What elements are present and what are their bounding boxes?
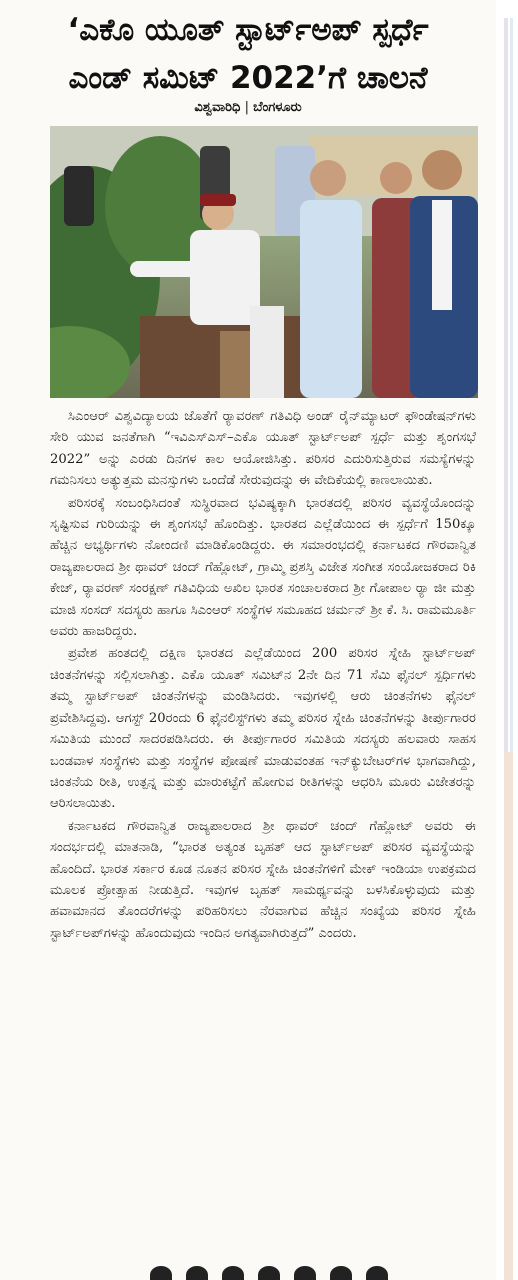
byline-place: ಬೆಂಗಳೂರು [253, 100, 302, 115]
headline-line-1: ‘ಎಕೊ ಯೂತ್ ಸ್ಟಾರ್ಟ್‌ಅಪ್ ಸ್ಪರ್ಧೆ [67, 12, 429, 48]
byline-source: ವಿಶ್ವವಾರಿಧಿ [194, 100, 241, 115]
article-body [50, 406, 476, 945]
byline-separator: | [244, 100, 250, 115]
glyph-fragment [222, 1266, 244, 1280]
glyph-fragment [150, 1266, 172, 1280]
glyph-fragment [294, 1266, 316, 1280]
glyph-fragment [366, 1266, 388, 1280]
event-photo [50, 126, 478, 398]
paragraph: ಸಿಎಂಆರ್ ವಿಶ್ವವಿದ್ಯಾಲಯ ಜೊತೆಗೆ ರ್‍ಯಾವರಣ್ ಗತಿವಿಧಿ ಅಂಡ್ ರೈನ್‌ಮ್ಯಾಟರ್ ಫೌಂಡೇಷನ್‌ಗಳು ಸೇರಿ ಯುವ ಜನತೆಗಾಗಿ “ಇವಿಎಸ್‌ಎಸ್–ಎಕೊ ಯೂತ್ ಸ್ಟಾರ್ಟ್‌ಅಪ್ ಸ್ಪರ್ಧೆ ಮತ್ತು ಶೃಂಗಸಭೆ 2022” ಅನ್ನು ಎರಡು ದಿನಗಳ ಕಾಲ ಆಯೋಜಿಸಿತ್ತು. ಪರಿಸರ ಎದುರಿಸುತ್ತಿರುವ ಸಮಸ್ಯೆಗಳನ್ನು ಗಮನಿಸಲು ಅತ್ಯುತ್ತಮ ಮನಸ್ಸುಗಳು ಒಂದೆಡೆ ಸೇರುವುದನ್ನು ಈ ವೇದಿಕೆಯಲ್ಲಿ ಕಾಣಲಾಯಿತು. [50, 409, 476, 489]
next-article-fragment [150, 1266, 450, 1280]
byline [0, 100, 496, 115]
glyph-fragment [186, 1266, 208, 1280]
paragraph: ಕರ್ನಾಟಕದ ಗೌರವಾನ್ವಿತ ರಾಜ್ಯಪಾಲರಾದ ಶ್ರೀ ಥಾವರ್ ಚಂದ್ ಗೆಹ್ಲೋಟ್ ಅವರು ಈ ಸಂದರ್ಭದಲ್ಲಿ ಮಾತನಾಡಿ, “ಭಾರತ ಅತ್ಯಂತ ಬೃಹತ್ ಆದ ಸ್ಟಾರ್ಟ್‌ಅಪ್ ಪರಿಸರ ವ್ಯವಸ್ಥೆಯನ್ನು ಹೊಂದಿದೆ. ಭಾರತ ಸರ್ಕಾರ ಕೂಡ ನೂತನ ಪರಿಸರ ಸ್ನೇಹಿ ಚಿಂತನೆಗಳಿಗೆ ಮೇಕ್ ಇಂಡಿಯಾ ಉಪಕ್ರಮದ ಮೂಲಕ ಪ್ರೋತ್ಸಾಹ ನೀಡುತ್ತಿದೆ. ಇವುಗಳ ಬೃಹತ್ ಸಾಮರ್ಥ್ಯವನ್ನು ಬಳಸಿಕೊಳ್ಳುವುದು ಮತ್ತು ಹವಾಮಾನದ ತೊಂದರೆಗಳನ್ನು ಪರಿಹರಿಸಲು ನೆರವಾಗುವ ಹೆಚ್ಚಿನ ಸಂಖ್ಯೆಯ ಪರಿಸರ ಸ್ನೇಹಿ ಸ್ಟಾರ್ಟ್‌ಅಪ್‌ಗಳನ್ನು ಹೊಂದುವುದು ಇಂದಿನ ಅಗತ್ಯವಾಗಿರುತ್ತದೆ” ಎಂದರು. [50, 818, 476, 941]
glyph-fragment [330, 1266, 352, 1280]
side-strip-peach [504, 752, 513, 1280]
glyph-fragment [258, 1266, 280, 1280]
paragraph: ಪರಿಸರಕ್ಕೆ ಸಂಬಂಧಿಸಿದಂತೆ ಸುಸ್ಥಿರವಾದ ಭವಿಷ್ಯಕ್ಕಾಗಿ ಭಾರತದಲ್ಲಿ ಪರಿಸರ ವ್ಯವಸ್ಥೆಯೊಂದನ್ನು ಸೃಷ್ಟಿಸುವ ಗುರಿಯನ್ನು ಈ ಶೃಂಗಸಭೆ ಹೊಂದಿತ್ತು. ಭಾರತದ ಎಲ್ಲೆಡೆಯಿಂದ ಈ ಸ್ಪರ್ಧೆಗೆ 150ಕ್ಕೂ ಹೆಚ್ಚಿನ ಅಭ್ಯರ್ಥಿಗಳು ನೋಂದಣಿ ಮಾಡಿಕೊಂಡಿದ್ದರು. ಈ ಸಮಾರಂಭದಲ್ಲಿ ಕರ್ನಾಟಕದ ಗೌರವಾನ್ವಿತ ರಾಜ್ಯಪಾಲರಾದ ಶ್ರೀ ಥಾವರ್ ಚಂದ್ ಗೆಹ್ಲೋಟ್, ಗ್ರಾಮ್ಮಿ ಪ್ರಶಸ್ತಿ ವಿಜೇತ ಸಂಗೀತ ಸಂಯೋಜಕರಾದ ರಿಕಿ ಕೇಜ್, ರ್‍ಯಾವರಣ್ ಸಂರಕ್ಷಣ್ ಗತಿವಿಧಿಯ ಅಖಿಲ ಭಾರತ ಸಂಚಾಲಕರಾದ ಶ್ರೀ ಗೋಪಾಲ ರ್‍ಯಾ ಜೀ ಮತ್ತು ಮಾಜಿ ಸಂಸದ್ ಸದಸ್ಯರು ಹಾಗೂ ಸಿಎಂಆರ್ ಸಂಸ್ಥೆಗಳ ಸಮೂಹದ ಚರ್ಮನ್ ಶ್ರೀ ಕೆ. ಸಿ. ರಾಮಮೂರ್ತಿ ಅವರು ಹಾಜರಿದ್ದರು. [50, 495, 476, 640]
paragraph: ಪ್ರವೇಶ ಹಂತದಲ್ಲಿ ದಕ್ಷಿಣ ಭಾರತದ ಎಲ್ಲೆಡೆಯಿಂದ 200 ಪರಿಸರ ಸ್ನೇಹಿ ಸ್ಟಾರ್ಟ್‌ಅಪ್ ಚಿಂತನೆಗಳನ್ನು ಸಲ್ಲಿಸಲಾಗಿತ್ತು. ಎಕೊ ಯೂತ್ ಸಮಿಟ್‌ನ 2ನೇ ದಿನ 71 ಸೆಮಿ ಫೈನಲ್ ಸ್ಪರ್ಧಿಗಳು ತಮ್ಮ ಸ್ಟಾರ್ಟ್‌ಅಪ್ ಚಿಂತನೆಗಳನ್ನು ಮಂಡಿಸಿದರು. ಇವುಗಳಲ್ಲಿ ಆರು ಚಿಂತನೆಗಳು ಫೈನಲ್ ಪ್ರವೇಶಿಸಿದ್ದವು. ಆಗಸ್ಟ್ 20ರಂದು 6 ಫೈನಲಿಸ್ಟ್‌ಗಳು ತಮ್ಮ ಪರಿಸರ ಸ್ನೇಹಿ ಚಿಂತನೆಗಳನ್ನು ತೀರ್ಪುಗಾರರ ಸಮಿತಿಯ ಮುಂದೆ ಸಾದರಪಡಿಸಿದರು. ಈ ತೀರ್ಪುಗಾರರ ಸಮಿತಿಯ ಸದಸ್ಯರು ಹಲವಾರು ಸಾಹಸ ಬಂಡವಾಳ ಸಂಸ್ಥೆಗಳು ಮತ್ತು ಸಂಸ್ಥೆಗಳ ಪೋಷಣೆ ಮಾಡುವಂತಹ ಇನ್‌ಕ್ಯುಬೇಟರ್‌ಗಳ ಭಾಗವಾಗಿದ್ದು, ಚಿಂತನೆಯ ರೀತಿ, ಉತ್ಪನ್ನ ಮತ್ತು ಮಾರುಕಟ್ಟೆಗೆ ಹೋಗುವ ರೀತಿಗಳನ್ನು ಆಧರಿಸಿ ಮೂರು ವಿಜೇತರನ್ನು ಆರಿಸಲಾಯಿತು. [50, 646, 476, 812]
photo-illustration [50, 126, 478, 398]
headline-line-2: ಎಂಡ್ ಸಮಿಟ್ 2022’ಗೆ ಚಾಲನೆ [68, 60, 428, 96]
